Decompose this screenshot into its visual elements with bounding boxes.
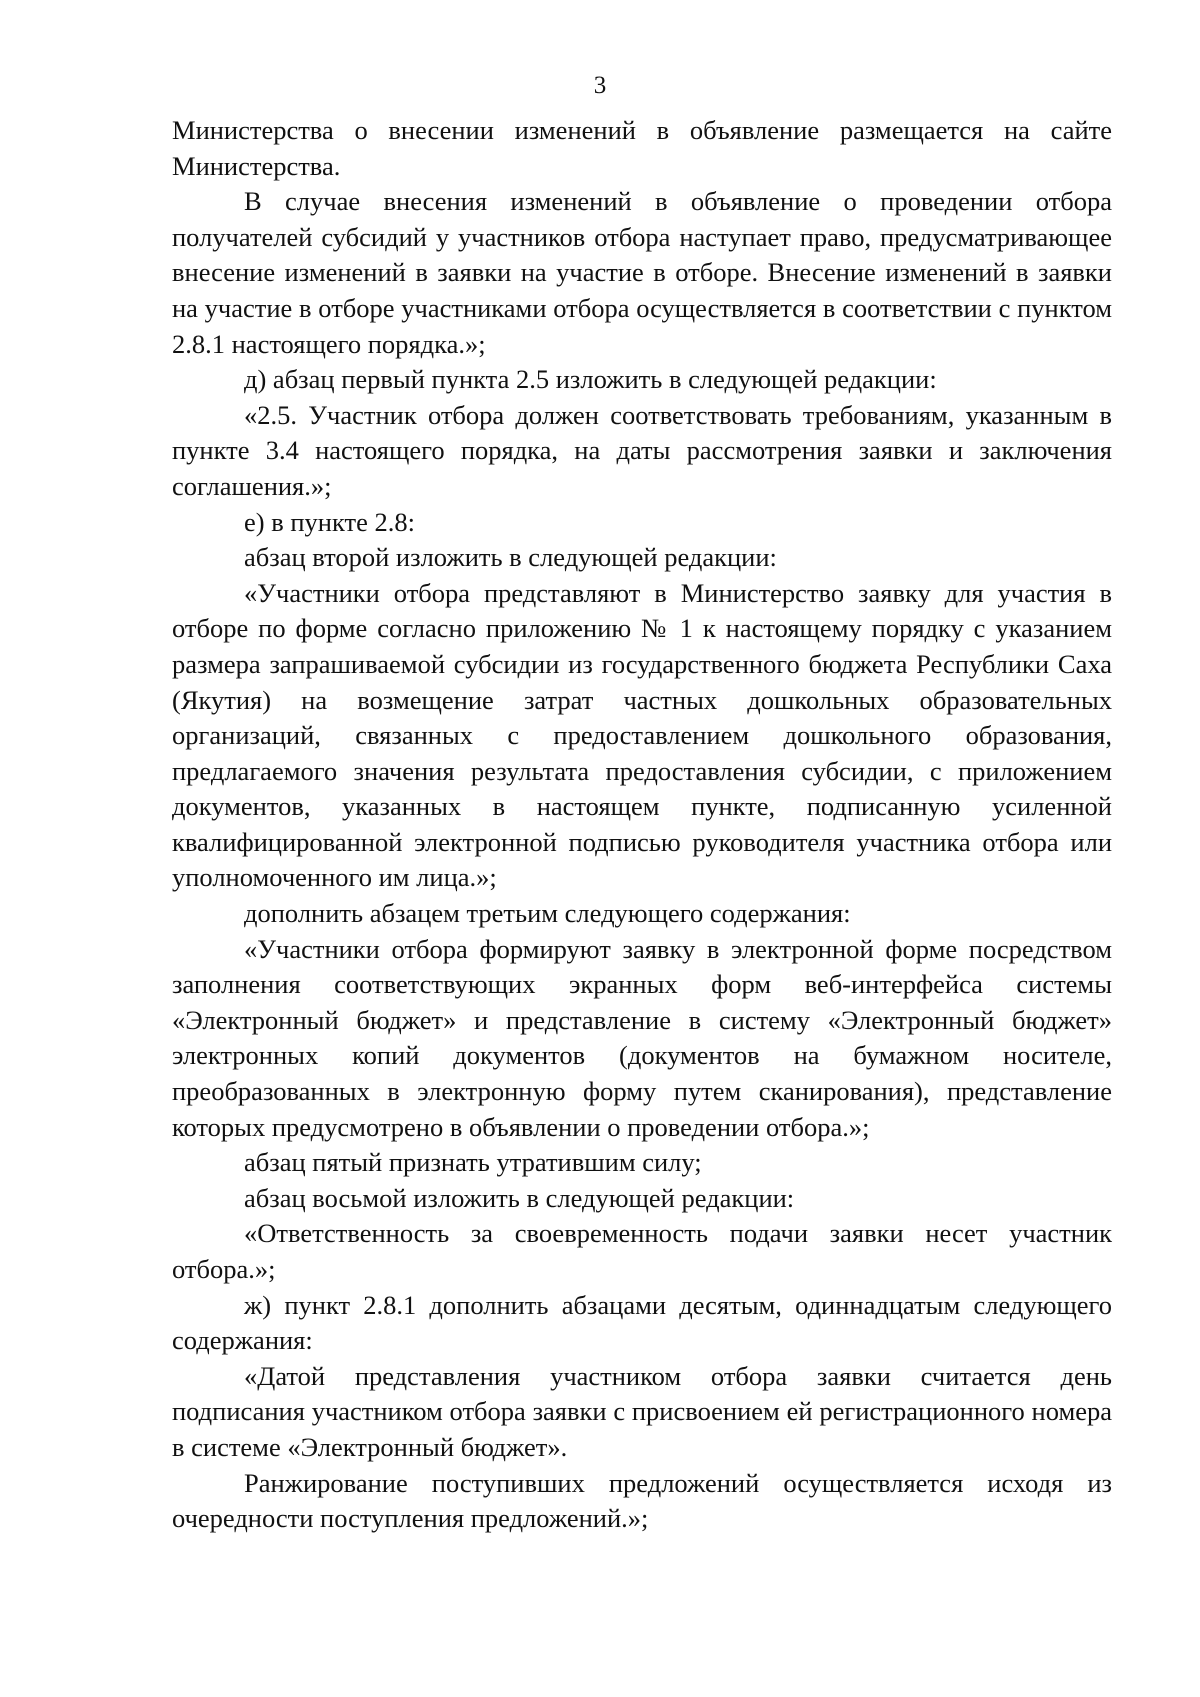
paragraph: «Ответственность за своевременность подачи заявки несет участник отбора.»; [172,1218,1112,1284]
paragraph: абзац пятый признать утратившим силу; [244,1147,702,1178]
paragraph: В случае внесения изменений в объявление о проведении отбора получателей субсидий у участников отбора наступает право, предусматривающее внесение изменений в заявки на участие в отборе. Внесение изменений в заявки на участие в отборе участниками отбора осуществляется в соответствии с пунктом 2.8.1 настоящего порядка.»; [172,186,1112,359]
paragraph: абзац восьмой изложить в следующей редакции: [244,1182,795,1213]
paragraph: Ранжирование поступивших предложений осуществляется исходя из очередности поступления предложений.»; [172,1467,1112,1534]
paragraph: дополнить абзацем третьим следующего содержания: [244,898,851,929]
paragraph: «Участники отбора представляют в Министерство заявку для участия в отборе по форме согласно приложению № 1 к настоящему порядку с указанием размера запрашиваемой субсидии из государственного бюджета Республики Саха (Якутия) на возмещение затрат частных дошкольных образовательных организаций, связанных с предоставлением дошкольного образования, предлагаемого значения результата предоставления субсидии, с приложением документов, указанных в настоящем пункте, подписанную усиленной квалифицированной электронной подписью руководителя участника отбора или уполномоченного им лица.»; [172,577,1112,893]
paragraph: «2.5. Участник отбора должен соответствовать требованиям, указанным в пункте 3.4 настоящего порядка, на даты рассмотрения заявки и заключения соглашения.»; [172,399,1112,501]
paragraph: д) абзац первый пункта 2.5 изложить в следующей редакции: [244,364,937,395]
paragraph: абзац второй изложить в следующей редакции: [244,542,777,573]
paragraph: «Участники отбора формируют заявку в электронной форме посредством заполнения соответствующих экранных форм веб-интерфейса системы «Электронный бюджет» и представление в систему «Электронный бюджет» электронных копий документов (документов на бумажном носителе, преобразованных в электронную форму путем сканирования), представление которых предусмотрено в объявлении о проведении отбора.»; [172,933,1112,1142]
document-body [172,113,1112,1537]
paragraph: «Датой представления участником отбора заявки считается день подписания участником отбора заявки с присвоением ей регистрационного номера в системе «Электронный бюджет». [172,1360,1112,1462]
paragraph: ж) пункт 2.8.1 дополнить абзацами десятым, одиннадцатым следующего содержания: [172,1289,1112,1356]
paragraph: е) в пункте 2.8: [244,506,415,537]
paragraph: Министерства о внесении изменений в объявление размещается на сайте Министерства. [172,115,1112,181]
page-number: 3 [593,72,607,99]
